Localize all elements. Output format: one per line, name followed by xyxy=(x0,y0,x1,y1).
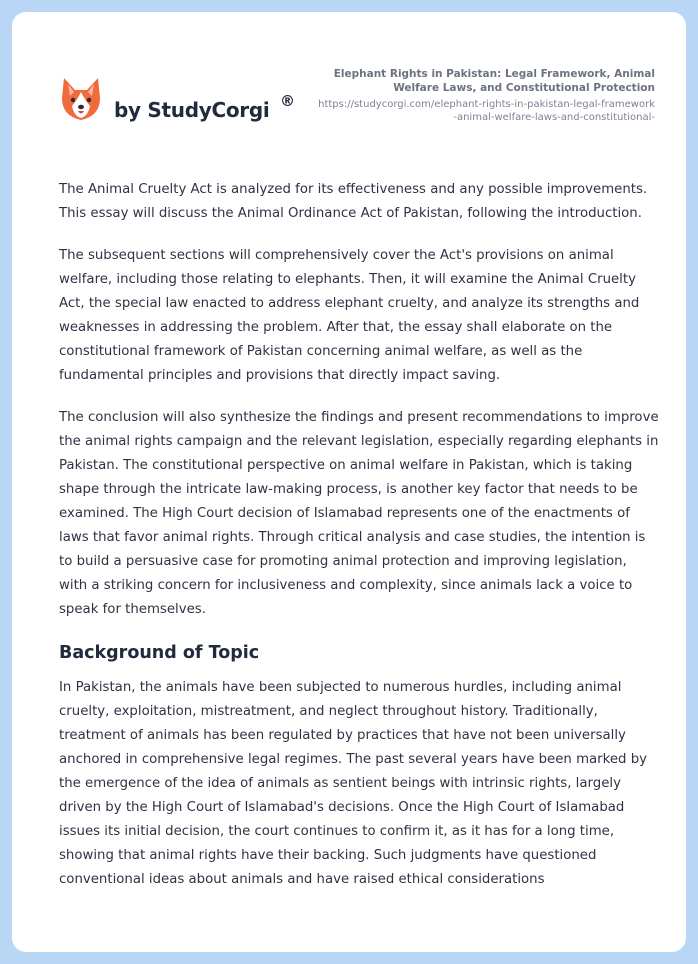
registered-mark: ® xyxy=(280,92,295,110)
header xyxy=(12,12,686,162)
document-title: Elephant Rights in Pakistan: Legal Framework, Animal Welfare Laws, and Constitutional Protection xyxy=(333,68,655,94)
brand-name: by StudyCorgi xyxy=(114,98,270,122)
corgi-icon xyxy=(60,76,102,122)
document-card xyxy=(12,12,686,952)
document-url[interactable]: https://studycorgi.com/elephant-rights-in-pakistan-legal-framework-animal-welfare-laws-and-constitutional- xyxy=(318,99,655,123)
paragraph: In Pakistan, the animals have been subjected to numerous hurdles, including animal cruelty, exploitation, mistreatment, and neglect throughout history. Traditionally, treatment of animals has been regulated by practices that have not been universally anchored in comprehensive legal regimes. The past several years have been marked by the emergence of the idea of animals as sentient beings with intrinsic rights, largely driven by the High Court of Islamabad's decisions. Once the High Court of Islamabad issues its initial decision, the court continues to confirm it, as it has for a long time, showing that animal rights have their backing. Such judgments have questioned conventional ideas about animals and have raised ethical considerations xyxy=(59,680,648,887)
studycorgi-logo[interactable] xyxy=(60,76,320,132)
paragraph: The subsequent sections will comprehensively cover the Act's provisions on animal welfare, including those relating to elephants. Then, it will examine the Animal Cruelty Act, the special law enacted to address elephant cruelty, and analyze its strengths and weaknesses in addressing the problem. After that, the essay shall elaborate on the constitutional framework of Pakistan concerning animal welfare, as well as the fundamental principles and provisions that directly impact saving. xyxy=(59,248,640,383)
essay-content xyxy=(59,178,659,910)
paragraph: The Animal Cruelty Act is analyzed for its effectiveness and any possible improvements. This essay will discuss the Animal Ordinance Act of Pakistan, following the introduction. xyxy=(59,182,648,221)
paragraph: The conclusion will also synthesize the findings and present recommendations to improve the animal rights campaign and the relevant legislation, especially regarding elephants in Pakistan. The constitutional perspective on animal welfare in Pakistan, which is taking shape through the intricate law-making process, is another key factor that needs to be examined. The High Court decision of Islamabad represents one of the enactments of laws that favor animal rights. Through critical analysis and case studies, the intention is to build a persuasive case for promoting animal protection and improving legislation, with a striking concern for inclusiveness and complexity, since animals lack a voice to speak for themselves. xyxy=(59,410,659,617)
section-heading: Background of Topic xyxy=(59,643,260,663)
document-meta xyxy=(315,67,655,124)
